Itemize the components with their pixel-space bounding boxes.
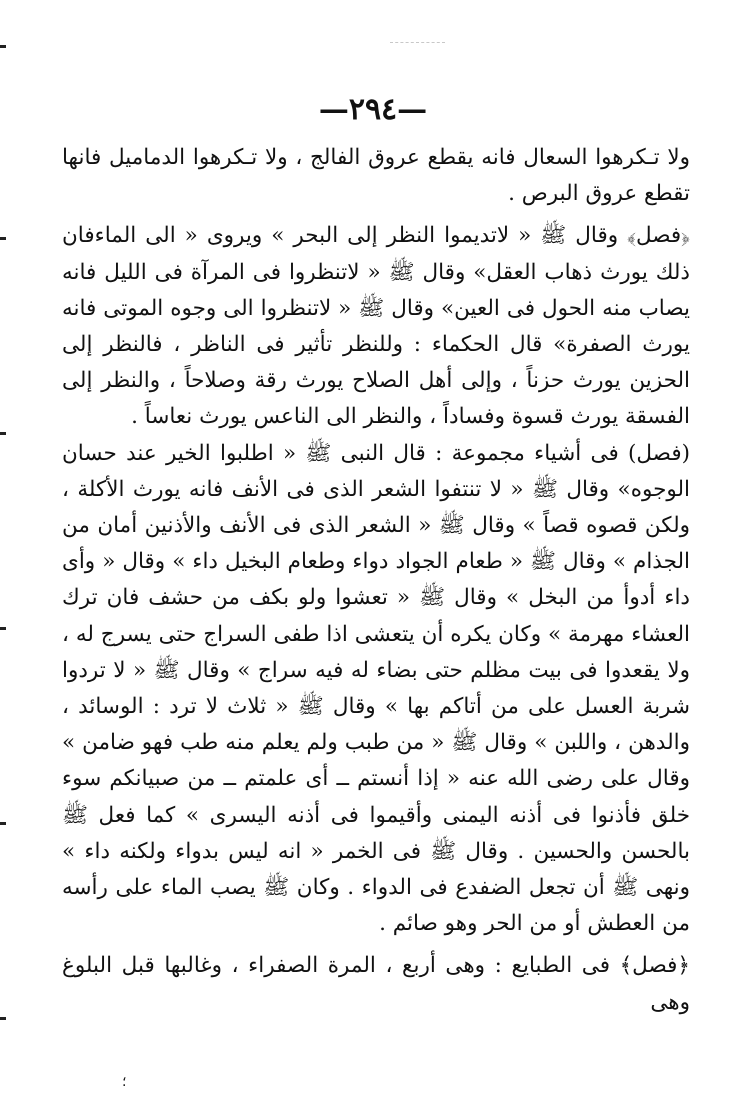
margin-mark (0, 627, 6, 630)
page-body (62, 140, 690, 1021)
paragraph: ﴿فصل﴾ وقال ﷺ « لاتديموا النظر إلى البحر » ويروى « الى الماءفان ذلك يورث ذهاب العقل» وقال ﷺ « لاتنظروا فى المرآة فى الليل فانه يصاب منه الحول فى العين» وقال ﷺ « لاتنظروا الى وجوه الموتى فانه يورث الصفرة» قال الحكماء : وللنظر تأثير فى الناظر ، فالنظر إلى الحزين يورث حزناً ، وإلى أهل الصلاح يورث رقة وصلاحاً ، والنظر إلى الفسقة يورث قسوة وفساداً ، والنظر الى الناعس يورث نعاساً . (62, 223, 690, 430)
margin-mark (0, 822, 6, 825)
page-number: —٢٩٤— (318, 92, 428, 127)
paragraph: ولا تـكرهوا السعال فانه يقطع عروق الفالج ، ولا تـكرهوا الدماميل فانها تقطع عروق البرص . (62, 145, 690, 207)
paragraph: (فصل) فى أشياء مجموعة : قال النبى ﷺ « اطلبوا الخير عند حسان الوجوه» وقال ﷺ « لا تنتفوا الشعر الذى فى الأنف فانه يورث الأكلة ، ولكن قصوه قصاً » وقال ﷺ « الشعر الذى فى الأنف والأذنين أمان من الجذام » وقال ﷺ « طعام الجواد دواء وطعام البخيل داء » وقال « وأى داء أدوأ من البخل » وقال ﷺ « تعشوا ولو بكف من حشف فان ترك العشاء مهرمة » وكان يكره أن يتعشى اذا طفى السراج حتى يسرج له ، ولا يقعدوا فى بيت مظلم حتى بضاء له فيه سراج » وقال ﷺ « لا تردوا شربة العسل على من أتاكم بها » وقال ﷺ « ثلاث لا ترد : الوسائد ، والدهن ، واللبن » وقال ﷺ « من طبب ولم يعلم منه طب فهو ضامن » وقال على رضى الله عنه « إذا أنستم ــ أى علمتم ــ من صبيانكم سوء خلق فأذنوا فى أذنه اليمنى وأقيموا فى أذنه اليسرى » كما فعل ﷺ بالحسن والحسين . وقال ﷺ فى الخمر « انه ليس بدواء ولكنه داء » ونهى ﷺ أن تجعل الضفدع فى الدواء . وكان ﷺ يصب الماء على رأسه من العطش أو من الحر وهو صائم . (62, 440, 690, 937)
margin-mark (0, 432, 6, 435)
paragraph: ﴿فصل﴾ فى الطبايع : وهى أربع ، المرة الصفراء ، وغالبها قبل البلوغ وهى (62, 953, 690, 1015)
margin-mark (0, 1017, 6, 1020)
stray-mark: ؛ (122, 1074, 127, 1090)
margin-mark (0, 237, 6, 240)
top-rule (390, 42, 445, 44)
margin-mark (0, 45, 6, 48)
